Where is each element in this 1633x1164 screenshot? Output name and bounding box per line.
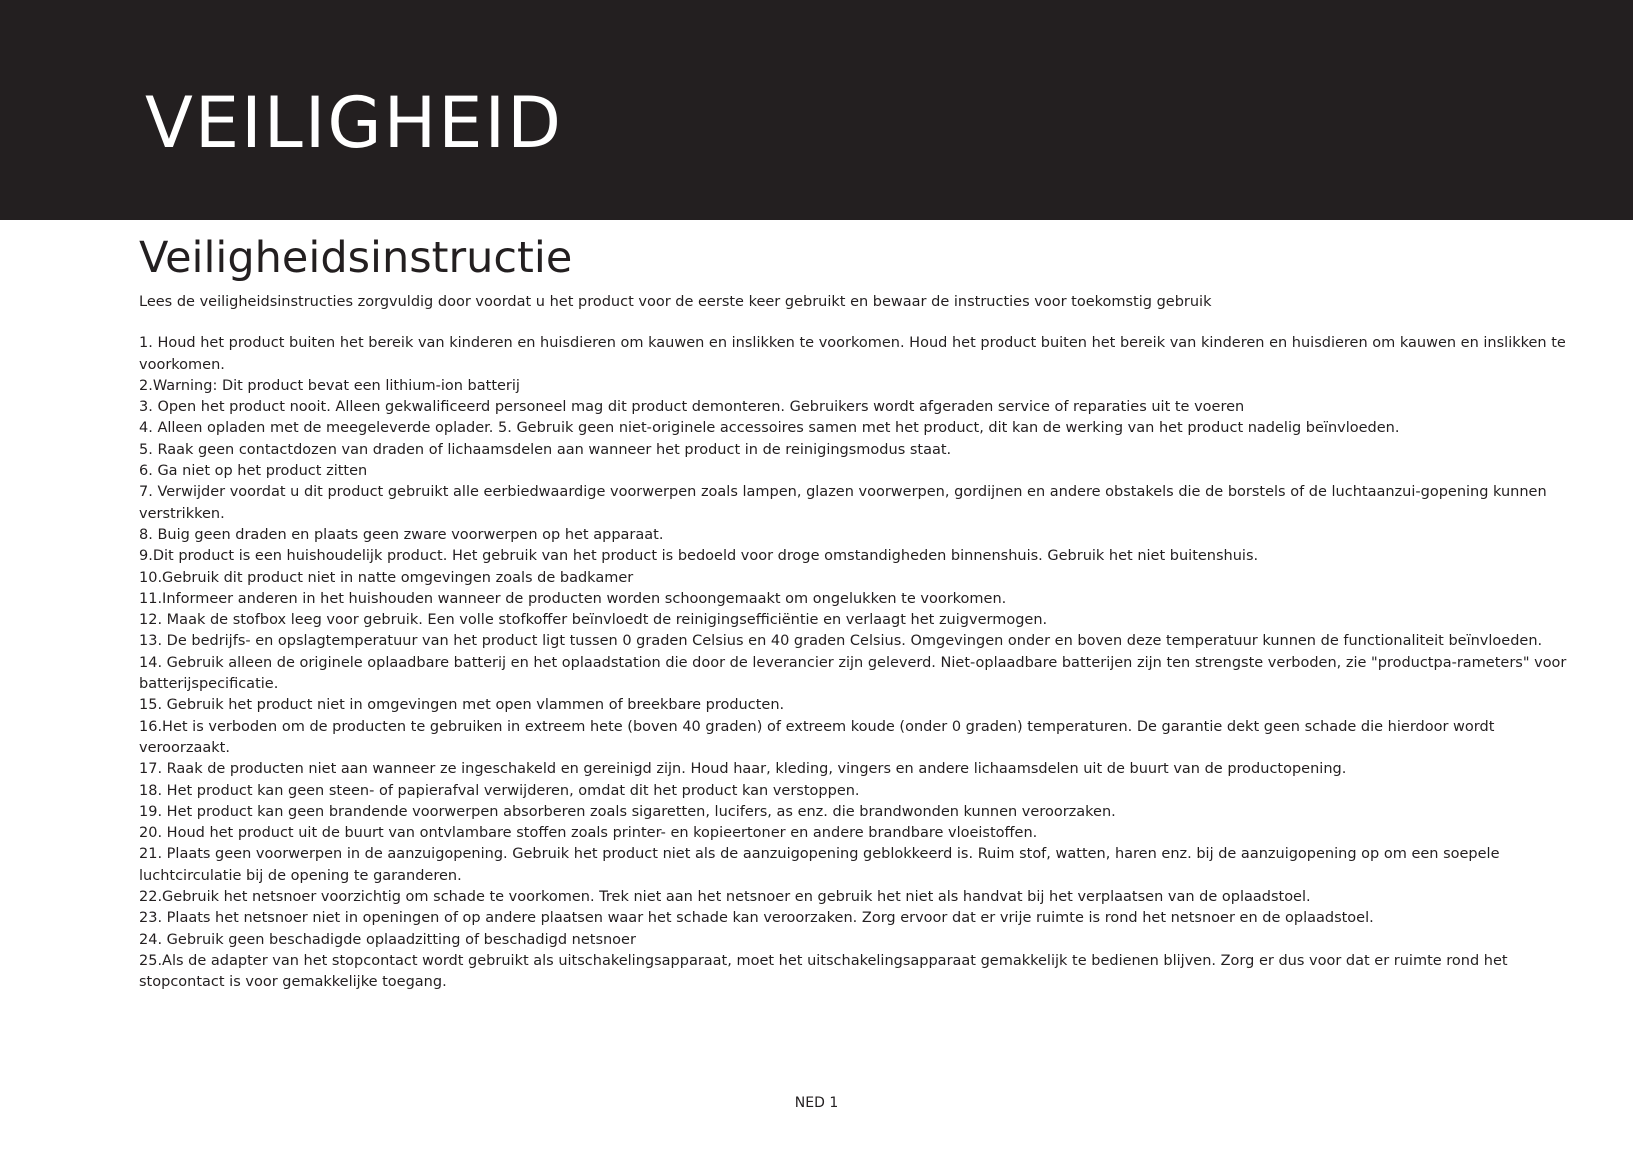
safety-rule-16: 16.Het is verboden om de producten te gebruiken in extreem hete (boven 40 graden) of extreem koude (onder 0 graden) temperaturen. De garantie dekt geen schade die hierdoor wordt veroorzaakt. xyxy=(139,718,1495,756)
safety-rule-21: 21. Plaats geen voorwerpen in de aanzuigopening. Gebruik het product niet als de aanzuigopening geblokkeerd is. Ruim stof, watten, haren enz. bij de aanzuigopening op om een soepele luchtcirculatie bij de opening te garanderen. xyxy=(139,846,1500,884)
safety-rule-25: 25.Als de adapter van het stopcontact wordt gebruikt als uitschakelingsapparaat, moet het uitschakelingsapparaat gemakkelijk te bedienen blijven. Zorg er dus voor dat er ruimte rond het stopcontact is voor gemakkelijke toegang. xyxy=(139,952,1508,991)
safety-rule-10: 10.Gebruik dit product niet in natte omgevingen zoals de badkamer xyxy=(139,569,634,586)
safety-rule-22: 22.Gebruik het netsnoer voorzichtig om schade te voorkomen. Trek niet aan het netsnoer en gebruik het niet als handvat bij het verplaatsen van de oplaadstoel. xyxy=(139,889,1311,906)
safety-rule-2: 2.Warning: Dit product bevat een lithium-ion batterij xyxy=(139,377,520,394)
safety-rule-7: 7. Verwijder voordat u dit product gebruikt alle eerbiedwaardige voorwerpen zoals lampen, glazen voorwerpen, gordijnen en andere obstakels die de borstels of de luchtaanzui-gopening kunnen verstrikken. xyxy=(139,484,1547,522)
content-area xyxy=(139,228,1579,994)
page-number: NED 1 xyxy=(794,1095,839,1111)
safety-rule-20: 20. Houd het product uit de buurt van ontvlambare stoffen zoals printer- en kopieertoner en andere brandbare vloeistoffen. xyxy=(139,825,1038,842)
safety-rule-24: 24. Gebruik geen beschadigde oplaadzitting of beschadigd netsnoer xyxy=(139,931,636,948)
safety-rule-9: 9.Dit product is een huishoudelijk product. Het gebruik van het product is bedoeld voor droge omstandigheden binnenshuis. Gebruik het niet buitenshuis. xyxy=(139,548,1259,565)
safety-rule-4: 4. Alleen opladen met de meegeleverde oplader. 5. Gebruik geen niet-originele accessoires samen met het product, dit kan de werking van het product nadelig beïnvloeden. xyxy=(139,420,1400,437)
section-title: Veiligheidsinstructie xyxy=(139,233,573,283)
intro-text: Lees de veiligheidsinstructies zorgvuldig door voordat u het product voor de eerste keer gebruikt en bewaar de instructies voor toekomstig gebruik xyxy=(139,294,1212,310)
safety-rule-14: 14. Gebruik alleen de originele oplaadbare batterij en het oplaadstation die door de leverancier zijn geleverd. Niet-oplaadbare batterijen zijn ten strengste verboden, zie "productpa-rameters" voor batterijspecificatie. xyxy=(139,654,1567,693)
safety-rule-8: 8. Buig geen draden en plaats geen zware voorwerpen op het apparaat. xyxy=(139,526,664,543)
safety-rule-6: 6. Ga niet op het product zitten xyxy=(139,463,368,480)
safety-rule-11: 11.Informeer anderen in het huishouden wanneer de producten worden schoongemaakt om ongelukken te voorkomen. xyxy=(139,590,1007,607)
safety-rule-17: 17. Raak de producten niet aan wanneer ze ingeschakeld en gereinigd zijn. Houd haar, kleding, vingers en andere lichaamsdelen uit de buurt van de productopening. xyxy=(139,761,1347,778)
page-title: VEILIGHEID xyxy=(145,82,564,164)
safety-rule-15: 15. Gebruik het product niet in omgevingen met open vlammen of breekbare producten. xyxy=(139,697,785,714)
safety-rule-5: 5. Raak geen contactdozen van draden of lichaamsdelen aan wanneer het product in de reinigingsmodus staat. xyxy=(139,441,952,458)
safety-rule-3: 3. Open het product nooit. Alleen gekwalificeerd personeel mag dit product demonteren. Gebruikers wordt afgeraden service of reparaties uit te voeren xyxy=(139,399,1245,416)
safety-rule-13: 13. De bedrijfs- en opslagtemperatuur van het product ligt tussen 0 graden Celsius en 40 graden Celsius. Omgevingen onder en boven deze temperatuur kunnen de functionaliteit beïnvloeden. xyxy=(139,633,1543,650)
safety-rule-1: 1. Houd het product buiten het bereik van kinderen en huisdieren om kauwen en inslikken te voorkomen. Houd het product buiten het bereik van kinderen en huisdieren om kauwen en inslikken te voorkomen. xyxy=(139,335,1566,373)
safety-rules-list xyxy=(139,333,1579,993)
header-bar xyxy=(0,0,1633,220)
safety-rule-19: 19. Het product kan geen brandende voorwerpen absorberen zoals sigaretten, lucifers, as enz. die brandwonden kunnen veroorzaken. xyxy=(139,803,1116,820)
safety-rule-23: 23. Plaats het netsnoer niet in openingen of op andere plaatsen waar het schade kan veroorzaken. Zorg ervoor dat er vrije ruimte is rond het netsnoer en de oplaadstoel. xyxy=(139,910,1374,927)
safety-rule-18: 18. Het product kan geen steen- of papierafval verwijderen, omdat dit het product kan verstoppen. xyxy=(139,782,860,799)
safety-rule-12: 12. Maak de stofbox leeg voor gebruik. Een volle stofkoffer beïnvloedt de reinigingsefficiëntie en verlaagt het zuigvermogen. xyxy=(139,612,1048,629)
